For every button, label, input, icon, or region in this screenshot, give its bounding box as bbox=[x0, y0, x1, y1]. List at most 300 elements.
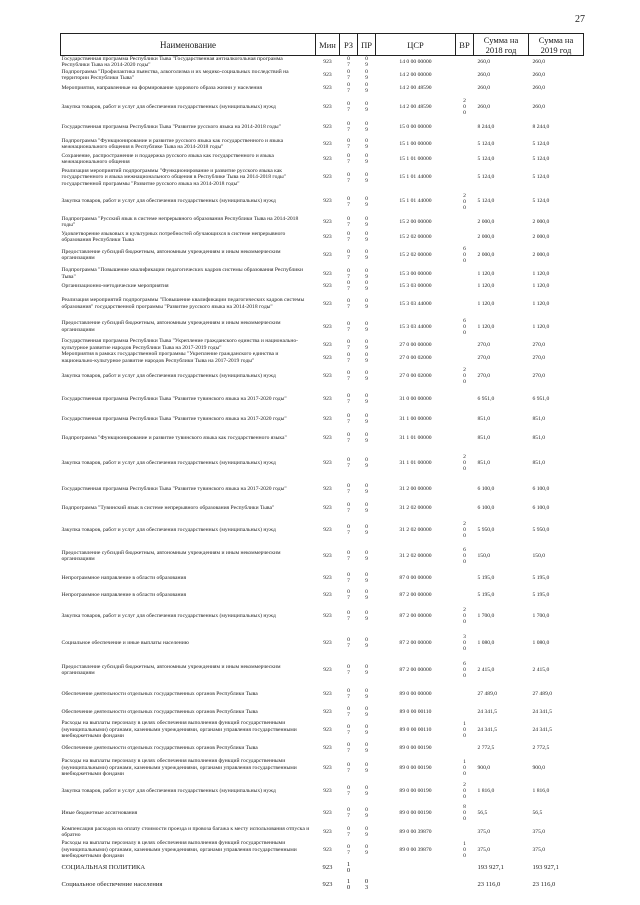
cell-name: Реализация мероприятий подпрограммы "Функционирование и развитие русского языка как государственного и языка межнационального общения в Республике Тыва на 2014-2018 годы" государственной программы "Развитие русского языка на 2014-2018 годы" bbox=[61, 168, 287, 187]
cell-vr: 2 0 0 bbox=[463, 782, 466, 801]
cell-vr bbox=[456, 877, 474, 894]
cell-csr: 14 2 00 48590 bbox=[399, 103, 432, 110]
cell-sum-2019: 1 080,0 bbox=[532, 639, 550, 646]
cell-sum-2018: 270,0 bbox=[477, 341, 491, 348]
cell-rz: 0 7 bbox=[347, 636, 350, 649]
cell-sum-2018: 260,0 bbox=[477, 85, 491, 92]
cell-name: Государственная программа Республики Тыва "Укрепление гражданского единства и национально-культурное развитие народов Республики Тыва на 2017-2019 годы" bbox=[61, 338, 299, 351]
cell-pr: 0 9 bbox=[365, 171, 368, 184]
table-row bbox=[61, 280, 584, 292]
cell-sum-2018: 260,0 bbox=[477, 72, 491, 79]
cell-pr: 0 9 bbox=[365, 369, 368, 382]
cell-csr: 87 2 00 00000 bbox=[399, 667, 432, 674]
table-row bbox=[61, 82, 584, 95]
cell-pr: 0 9 bbox=[365, 705, 368, 718]
cell-rz: 0 7 bbox=[347, 844, 350, 857]
cell-sum-2019: 1 120,0 bbox=[532, 270, 550, 277]
cell-vr bbox=[456, 427, 474, 449]
cell-name: Закупка товаров, работ и услуг для обеспечения государственных (муниципальных) нужд bbox=[61, 198, 276, 205]
cell-vr bbox=[456, 119, 474, 136]
cell-rz: 0 7 bbox=[347, 761, 350, 774]
cell-sum-2018: 5 195,0 bbox=[477, 574, 495, 581]
cell-name: Государственная программа Республики Тыва "Развитие тувинского языка на 2017-2020 годы" bbox=[61, 485, 287, 492]
cell-rz: 0 7 bbox=[347, 482, 350, 495]
table-row bbox=[61, 315, 584, 338]
cell-sum-2018: 375,0 bbox=[477, 846, 491, 853]
cell-csr: 15 3 03 00000 bbox=[399, 283, 432, 290]
cell-pr: 0 9 bbox=[365, 482, 368, 495]
cell-name: Государственная программа Республики Тыва "Развитие тувинского языка на 2017-2020 годы" bbox=[61, 395, 287, 402]
cell-min: 923 bbox=[323, 270, 332, 277]
cell-name: Расходы на выплаты персоналу в целях обеспечения выполнения функций государственными (муниципальными) органами, казенными учреждениями, органами управления государственными внебюджетными фондами bbox=[61, 720, 297, 740]
cell-vr bbox=[456, 586, 474, 603]
table-row bbox=[61, 136, 584, 153]
cell-csr: 14 2 00 48590 bbox=[399, 85, 432, 92]
cell-sum-2018: 5 124,0 bbox=[477, 198, 495, 205]
cell-pr: 0 9 bbox=[365, 69, 368, 82]
cell-csr bbox=[376, 860, 456, 877]
cell-csr: 15 1 01 00000 bbox=[399, 156, 432, 163]
cell-sum-2018: 8 244,0 bbox=[477, 124, 495, 131]
cell-vr bbox=[456, 684, 474, 703]
cell-sum-2018: 851,0 bbox=[477, 460, 491, 467]
cell-sum-2018: 150,0 bbox=[477, 553, 491, 560]
cell-sum-2018: 270,0 bbox=[477, 354, 491, 361]
table-row bbox=[61, 500, 584, 516]
cell-csr: 27 0 00 02000 bbox=[399, 354, 432, 361]
cell-vr: 2 0 0 bbox=[463, 607, 466, 626]
cell-sum-2019: 6 951,0 bbox=[532, 395, 550, 402]
cell-csr: 31 2 02 00000 bbox=[399, 553, 432, 560]
cell-rz: 0 7 bbox=[347, 267, 350, 280]
cell-vr bbox=[456, 739, 474, 756]
cell-min: 923 bbox=[323, 553, 332, 560]
cell-min: 923 bbox=[323, 252, 332, 259]
cell-csr: 89 0 00 00110 bbox=[399, 708, 432, 715]
cell-sum-2018: 6 100,0 bbox=[477, 505, 495, 512]
cell-pr: 0 9 bbox=[365, 432, 368, 445]
cell-pr: 0 9 bbox=[365, 249, 368, 262]
cell-vr bbox=[456, 569, 474, 586]
cell-rz: 0 7 bbox=[347, 664, 350, 677]
cell-vr bbox=[456, 280, 474, 292]
cell-rz: 0 7 bbox=[347, 610, 350, 623]
cell-name: Подпрограмма "Тувинский язык в системе непрерывного образования Республики Тыва" bbox=[61, 505, 275, 512]
cell-sum-2019: 5 124,0 bbox=[532, 156, 550, 163]
cell-csr: 27 0 00 00000 bbox=[399, 341, 432, 348]
cell-vr: 2 0 0 bbox=[463, 520, 466, 539]
cell-vr bbox=[456, 267, 474, 280]
table-row bbox=[61, 739, 584, 756]
table-row bbox=[61, 586, 584, 603]
cell-vr: 3 0 0 bbox=[463, 633, 466, 652]
table-row bbox=[61, 803, 584, 823]
cell-rz: 0 7 bbox=[347, 825, 350, 838]
cell-sum-2019: 24 341,5 bbox=[532, 708, 553, 715]
cell-csr: 31 0 00 00000 bbox=[399, 395, 432, 402]
cell-csr: 89 0 00 00190 bbox=[399, 744, 432, 751]
cell-sum-2019: 851,0 bbox=[532, 415, 546, 422]
cell-vr: 6 0 0 bbox=[463, 547, 466, 566]
header-csr: ЦСР bbox=[376, 34, 456, 56]
table-row bbox=[61, 427, 584, 449]
table-row bbox=[61, 756, 584, 779]
cell-sum-2018: 6 100,0 bbox=[477, 485, 495, 492]
cell-vr bbox=[456, 292, 474, 315]
cell-min: 923 bbox=[323, 341, 332, 348]
cell-csr: 31 1 01 00000 bbox=[399, 435, 432, 442]
header-sum-2019: Сумма на 2019 год bbox=[529, 34, 584, 56]
cell-vr bbox=[456, 56, 474, 69]
cell-rz: 0 7 bbox=[347, 741, 350, 754]
cell-name: Подпрограмма "Профилактика пьянства, алкоголизма и их медико-социальных последствий на территории Республики Тыва" bbox=[61, 68, 289, 82]
cell-min: 923 bbox=[323, 726, 332, 733]
table-row bbox=[61, 543, 584, 569]
cell-sum-2019: 270,0 bbox=[532, 354, 546, 361]
table-row bbox=[61, 603, 584, 629]
header-sum-2018: Сумма на 2018 год bbox=[474, 34, 529, 56]
cell-vr bbox=[456, 153, 474, 166]
table-body bbox=[61, 56, 584, 894]
cell-min: 923 bbox=[323, 810, 332, 817]
cell-csr: 89 0 00 00190 bbox=[399, 788, 432, 795]
cell-vr: 1 0 0 bbox=[463, 720, 466, 739]
cell-rz: 0 7 bbox=[347, 412, 350, 425]
cell-vr bbox=[456, 136, 474, 153]
table-row bbox=[61, 569, 584, 586]
cell-rz: 0 7 bbox=[347, 171, 350, 184]
cell-sum-2019: 1 700,0 bbox=[532, 613, 550, 620]
table-row bbox=[61, 684, 584, 703]
cell-pr: 0 9 bbox=[365, 844, 368, 857]
cell-rz: 0 7 bbox=[347, 121, 350, 134]
cell-min: 923 bbox=[323, 505, 332, 512]
cell-sum-2018: 1 120,0 bbox=[477, 300, 495, 307]
cell-name: Закупка товаров, работ и услуг для обеспечения государственных (муниципальных) нужд bbox=[61, 103, 276, 110]
cell-sum-2019: 1 120,0 bbox=[532, 300, 550, 307]
cell-sum-2019: 23 116,0 bbox=[532, 880, 556, 888]
cell-rz: 0 7 bbox=[347, 687, 350, 700]
cell-name: Предоставление субсидий бюджетным, автономным учреждениям и иным некоммерческим организациям bbox=[61, 249, 281, 262]
cell-name: Социальное обеспечение населения bbox=[61, 880, 163, 888]
cell-csr: 15 1 00 00000 bbox=[399, 141, 432, 148]
cell-rz: 0 7 bbox=[347, 502, 350, 515]
cell-csr: 89 0 00 39870 bbox=[399, 846, 432, 853]
cell-rz: 0 7 bbox=[347, 588, 350, 601]
cell-rz: 0 7 bbox=[347, 138, 350, 151]
cell-csr: 31 1 01 00000 bbox=[399, 460, 432, 467]
cell-sum-2019: 5 124,0 bbox=[532, 174, 550, 181]
cell-sum-2019: 260,0 bbox=[532, 103, 546, 110]
cell-rz: 0 7 bbox=[347, 338, 350, 351]
cell-sum-2019: 2 000,0 bbox=[532, 218, 550, 225]
cell-vr bbox=[456, 82, 474, 95]
cell-sum-2019: 2 000,0 bbox=[532, 252, 550, 259]
table-row bbox=[61, 351, 584, 364]
cell-vr: 2 0 0 bbox=[463, 454, 466, 473]
cell-rz: 0 7 bbox=[347, 280, 350, 293]
cell-min: 923 bbox=[323, 690, 332, 697]
cell-name: Предоставление субсидий бюджетным, автономным учреждениям и иным некоммерческим организациям bbox=[61, 663, 281, 677]
cell-pr: 0 9 bbox=[365, 297, 368, 310]
cell-pr: 0 9 bbox=[365, 195, 368, 208]
cell-name: Реализация мероприятий подпрограммы "Повышение квалификации педагогических кадров системы образования" государственной программы "Развитие русского языка на 2014-2018 годы" bbox=[61, 297, 305, 310]
cell-sum-2019: 8 244,0 bbox=[532, 124, 550, 131]
page-number: 27 bbox=[575, 14, 585, 25]
cell-name: Закупка товаров, работ и услуг для обеспечения государственных (муниципальных) нужд bbox=[61, 372, 276, 379]
cell-name: Подпрограмма "Повышение квалификации педагогических кадров системы образования Республики Тыва" bbox=[61, 267, 303, 280]
cell-rz: 0 7 bbox=[347, 571, 350, 584]
cell-csr: 31 2 00 00000 bbox=[399, 485, 432, 492]
table-row bbox=[61, 840, 584, 859]
cell-vr bbox=[456, 703, 474, 720]
cell-rz: 0 7 bbox=[347, 523, 350, 536]
cell-pr: 0 9 bbox=[365, 785, 368, 798]
cell-pr: 0 9 bbox=[365, 825, 368, 838]
cell-name: Обеспечение деятельности отдельных государственных органов Республики Тыва bbox=[61, 690, 258, 697]
cell-pr: 0 9 bbox=[365, 267, 368, 280]
cell-sum-2018: 23 116,0 bbox=[477, 880, 501, 888]
cell-vr: 6 0 0 bbox=[463, 317, 466, 336]
cell-csr: 15 0 00 00000 bbox=[399, 124, 432, 131]
cell-pr: 0 9 bbox=[365, 571, 368, 584]
cell-sum-2019: 260,0 bbox=[532, 85, 546, 92]
cell-pr: 0 9 bbox=[365, 741, 368, 754]
cell-name: Закупка товаров, работ и услуг для обеспечения государственных (муниципальных) нужд bbox=[61, 613, 276, 620]
table-row bbox=[61, 243, 584, 267]
cell-csr bbox=[376, 877, 456, 894]
cell-pr: 0 9 bbox=[365, 56, 368, 69]
cell-sum-2019: 1 816,0 bbox=[532, 788, 550, 795]
cell-sum-2019: 1 120,0 bbox=[532, 283, 550, 290]
cell-pr: 0 9 bbox=[365, 280, 368, 293]
cell-vr bbox=[456, 338, 474, 351]
budget-table bbox=[60, 33, 584, 894]
cell-sum-2018: 5 950,0 bbox=[477, 526, 495, 533]
cell-min: 923 bbox=[323, 174, 332, 181]
cell-min: 923 bbox=[323, 124, 332, 131]
cell-sum-2019: 5 124,0 bbox=[532, 141, 550, 148]
cell-pr: 0 9 bbox=[365, 82, 368, 95]
cell-sum-2018: 24 341,5 bbox=[477, 726, 498, 733]
cell-csr: 15 3 00 00000 bbox=[399, 270, 432, 277]
cell-min: 923 bbox=[323, 300, 332, 307]
table-row bbox=[61, 119, 584, 136]
cell-pr: 0 9 bbox=[365, 588, 368, 601]
table-row bbox=[61, 477, 584, 500]
cell-csr: 15 1 01 44000 bbox=[399, 198, 432, 205]
cell-csr: 87 2 00 00000 bbox=[399, 591, 432, 598]
cell-pr: 0 9 bbox=[365, 761, 368, 774]
cell-pr: 0 9 bbox=[365, 392, 368, 405]
table-row bbox=[61, 629, 584, 656]
cell-sum-2019: 5 195,0 bbox=[532, 591, 550, 598]
cell-vr bbox=[456, 500, 474, 516]
cell-name: Государственная программа Республики Тыва "Развитие тувинского языка на 2017-2020 годы" bbox=[61, 415, 287, 422]
header-name: Наименование bbox=[61, 34, 316, 56]
cell-sum-2018: 6 951,0 bbox=[477, 395, 495, 402]
cell-min: 923 bbox=[323, 485, 332, 492]
cell-csr: 15 2 02 00000 bbox=[399, 252, 432, 259]
cell-name: Государственная программа Республики Тыва "Развитие русского языка на 2014-2018 годы" bbox=[61, 124, 281, 131]
table-row bbox=[61, 95, 584, 119]
cell-sum-2018: 5 124,0 bbox=[477, 174, 495, 181]
table-row bbox=[61, 387, 584, 410]
cell-name: Расходы на выплаты персоналу в целях обеспечения выполнения функций государственными (муниципальными) органами, казенными учреждениями, органами управления государственными внебюджетными фондами bbox=[61, 758, 297, 778]
cell-name: Государственная программа Республики Тыва "Государственная антиалкогольная программа Республики Тыва на 2014-2020 годы" bbox=[61, 56, 283, 69]
table-row bbox=[61, 410, 584, 427]
cell-name: Непрограммное направление в области образования bbox=[61, 591, 187, 598]
cell-sum-2018: 193 927,1 bbox=[477, 863, 504, 871]
cell-min: 923 bbox=[323, 218, 332, 225]
cell-pr: 0 9 bbox=[365, 664, 368, 677]
cell-name: Предоставление субсидий бюджетным, автономным учреждениям и иным некоммерческим организациям bbox=[61, 320, 281, 333]
cell-csr: 14 2 00 00000 bbox=[399, 72, 432, 79]
table-row bbox=[61, 338, 584, 351]
cell-pr: 0 3 bbox=[364, 878, 369, 892]
cell-sum-2019: 270,0 bbox=[532, 341, 546, 348]
cell-min: 923 bbox=[323, 613, 332, 620]
cell-vr bbox=[456, 410, 474, 427]
cell-sum-2018: 2 000,0 bbox=[477, 233, 495, 240]
cell-sum-2019: 260,0 bbox=[532, 59, 546, 66]
cell-name: Организационно-методические мероприятия bbox=[61, 283, 169, 290]
cell-vr bbox=[456, 823, 474, 840]
cell-sum-2018: 1 120,0 bbox=[477, 283, 495, 290]
cell-sum-2019: 1 120,0 bbox=[532, 323, 550, 330]
cell-rz: 0 7 bbox=[347, 249, 350, 262]
cell-name: Иные бюджетные ассигнования bbox=[61, 810, 138, 817]
table-row bbox=[61, 823, 584, 840]
cell-min: 923 bbox=[323, 354, 332, 361]
cell-rz: 0 7 bbox=[347, 195, 350, 208]
cell-csr: 27 0 00 02000 bbox=[399, 372, 432, 379]
cell-sum-2018: 5 195,0 bbox=[477, 591, 495, 598]
cell-min: 923 bbox=[323, 283, 332, 290]
cell-csr: 15 2 00 00000 bbox=[399, 218, 432, 225]
table-row bbox=[61, 267, 584, 280]
cell-csr: 31 2 02 00000 bbox=[399, 505, 432, 512]
cell-sum-2019: 851,0 bbox=[532, 435, 546, 442]
cell-csr: 87 2 00 00000 bbox=[399, 639, 432, 646]
cell-sum-2019: 56,5 bbox=[532, 810, 543, 817]
cell-min: 923 bbox=[323, 639, 332, 646]
cell-rz: 1 0 bbox=[346, 861, 351, 875]
cell-rz: 0 7 bbox=[347, 231, 350, 244]
table-row bbox=[61, 364, 584, 387]
cell-vr bbox=[456, 387, 474, 410]
cell-sum-2019: 5 195,0 bbox=[532, 574, 550, 581]
cell-sum-2019: 27 489,0 bbox=[532, 690, 553, 697]
cell-sum-2019: 193 927,1 bbox=[532, 863, 559, 871]
cell-rz: 0 7 bbox=[347, 56, 350, 69]
cell-min: 923 bbox=[323, 323, 332, 330]
cell-vr bbox=[456, 69, 474, 82]
cell-vr: 6 0 0 bbox=[463, 661, 466, 680]
cell-pr: 0 9 bbox=[365, 153, 368, 166]
cell-min: 923 bbox=[323, 415, 332, 422]
cell-rz: 0 7 bbox=[347, 785, 350, 798]
cell-rz: 0 7 bbox=[347, 69, 350, 82]
cell-csr: 15 3 03 44000 bbox=[399, 300, 432, 307]
cell-vr: 2 0 0 bbox=[463, 97, 466, 116]
cell-csr: 89 0 00 39870 bbox=[399, 828, 432, 835]
cell-name: Компенсация расходов на оплату стоимости проезда и провоза багажа к месту использования отпуска и обратно bbox=[61, 825, 310, 838]
cell-name: Закупка товаров, работ и услуг для обеспечения государственных (муниципальных) нужд bbox=[61, 788, 276, 795]
cell-pr: 0 9 bbox=[365, 231, 368, 244]
table-row bbox=[61, 56, 584, 69]
cell-rz: 0 7 bbox=[347, 297, 350, 310]
cell-pr: 0 9 bbox=[365, 807, 368, 820]
cell-name: Обеспечение деятельности отдельных государственных органов Республики Тыва bbox=[61, 744, 258, 751]
cell-pr: 0 9 bbox=[365, 351, 368, 364]
cell-name: СОЦИАЛЬНАЯ ПОЛИТИКА bbox=[61, 863, 146, 871]
cell-name: Закупка товаров, работ и услуг для обеспечения государственных (муниципальных) нужд bbox=[61, 460, 276, 467]
cell-name: Удовлетворение языковых и культурных потребностей обучающихся в системе непрерывного образования Республики Тыва bbox=[61, 230, 286, 244]
cell-sum-2019: 375,0 bbox=[532, 846, 546, 853]
cell-min: 923 bbox=[323, 156, 332, 163]
cell-min: 923 bbox=[323, 141, 332, 148]
cell-rz: 0 7 bbox=[347, 82, 350, 95]
cell-sum-2018: 5 124,0 bbox=[477, 141, 495, 148]
cell-rz: 1 0 bbox=[346, 878, 351, 892]
table-row bbox=[61, 153, 584, 166]
cell-sum-2019: 2 415,0 bbox=[532, 667, 550, 674]
cell-sum-2018: 1 700,0 bbox=[477, 613, 495, 620]
cell-min: 923 bbox=[323, 72, 332, 79]
cell-pr: 0 9 bbox=[365, 338, 368, 351]
cell-name: Подпрограмма "Русский язык в системе непрерывного образования Республики Тыва на 2014-2018 годы" bbox=[61, 215, 299, 229]
cell-sum-2019: 6 100,0 bbox=[532, 505, 550, 512]
cell-rz: 0 7 bbox=[347, 216, 350, 229]
cell-sum-2019: 5 124,0 bbox=[532, 198, 550, 205]
table-row bbox=[61, 292, 584, 315]
cell-rz: 0 7 bbox=[347, 457, 350, 470]
cell-pr: 0 9 bbox=[365, 121, 368, 134]
cell-min: 923 bbox=[323, 574, 332, 581]
cell-sum-2019: 851,0 bbox=[532, 460, 546, 467]
cell-min: 923 bbox=[323, 708, 332, 715]
cell-csr: 31 1 00 00000 bbox=[399, 415, 432, 422]
cell-name: Социальное обеспечение и иные выплаты населению bbox=[61, 639, 189, 646]
cell-min: 923 bbox=[323, 372, 332, 379]
cell-min: 923 bbox=[322, 880, 333, 888]
cell-csr: 89 0 00 00110 bbox=[399, 726, 432, 733]
cell-min: 923 bbox=[323, 846, 332, 853]
cell-rz: 0 7 bbox=[347, 369, 350, 382]
table-row bbox=[61, 703, 584, 720]
header-vr: ВР bbox=[456, 34, 474, 56]
table-row bbox=[61, 656, 584, 684]
cell-sum-2018: 56,5 bbox=[477, 810, 488, 817]
cell-name: Мероприятия в рамках государственной программы "Укрепление гражданского единства и национально-культурное развитие народов Республики Тыва на 2017-2019 годы" bbox=[61, 351, 279, 364]
cell-sum-2018: 1 816,0 bbox=[477, 788, 495, 795]
cell-sum-2018: 5 124,0 bbox=[477, 156, 495, 163]
header-pr: ПР bbox=[358, 34, 376, 56]
cell-csr: 15 3 03 44000 bbox=[399, 323, 432, 330]
table-row bbox=[61, 190, 584, 214]
cell-sum-2018: 270,0 bbox=[477, 372, 491, 379]
cell-min: 923 bbox=[323, 85, 332, 92]
cell-sum-2019: 270,0 bbox=[532, 372, 546, 379]
cell-rz: 0 7 bbox=[347, 723, 350, 736]
cell-vr bbox=[456, 214, 474, 231]
cell-sum-2019: 24 341,5 bbox=[532, 726, 553, 733]
cell-sum-2018: 2 772,5 bbox=[477, 744, 495, 751]
cell-sum-2018: 260,0 bbox=[477, 103, 491, 110]
cell-sum-2018: 2 415,0 bbox=[477, 667, 495, 674]
table-row bbox=[61, 877, 584, 894]
